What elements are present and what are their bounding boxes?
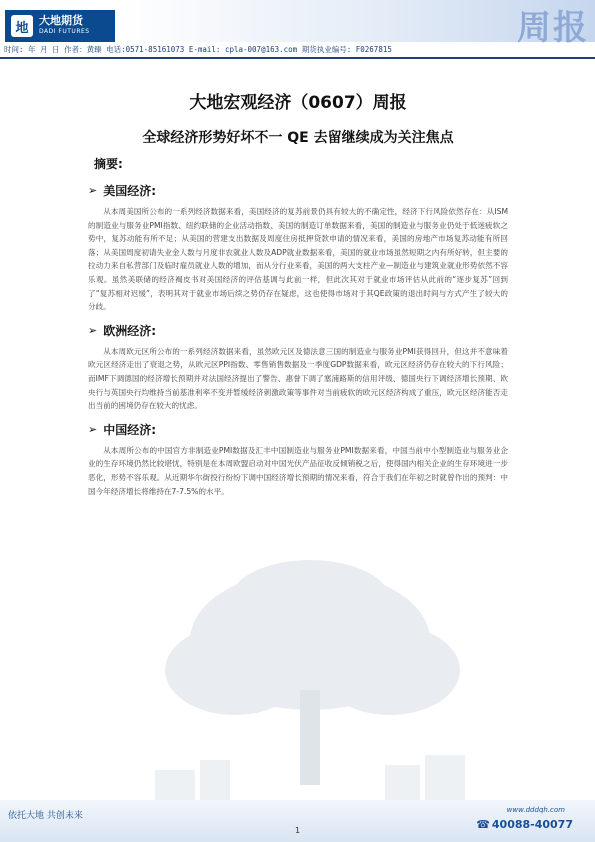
section-us-economy [88,182,508,314]
footer-slogan: 依托大地 共创未来 [8,811,83,821]
section-paragraph: 从本周所公布的中国官方非制造业PMI数据及汇丰中国制造业与服务业PMI数据来看，中国当前中小型制造业与服务业企业的生存环境仍然比较堪忧，特别是在本周欧盟启动对中国光伏产品征收反倾销税之后，使得国内相关企业的生存环境进一步恶化，形势不容乐观。从近期华尔街投行纷纷下调中国经济增长预期的情况来看，符合于我们在年初之时就曾作出的预判：中国今年经济增长将维持在7-7.5%的水平。 [88,445,508,496]
hotline-number: 40088-40077 [491,818,573,831]
phone-icon: ☎ [476,818,490,831]
weekly-report-mark: 周报 [517,8,589,48]
page-number: 1 [295,826,301,835]
page-header [0,0,595,48]
section-heading: 欧洲经济: [103,323,157,338]
section-heading: 中国经济: [103,422,157,437]
section-paragraph: 从本周美国所公布的一系列经济数据来看，美国经济的复苏前景仍具有较大的不确定性，经济下行风险依然存在：从ISM的制造业与服务业PMI指数、纽约联储的企业活动指数、美国的制造订单数据来看，美国的制造业与服务业仍处于低迷疲软之势中，复苏动能有所不足；从美国的营建支出数据及周度住房抵押贷款申请的情况来看，美国的房地产市场复苏动能有所回落；从美国周度初请失业金人数与月度非农就业人数及ADP就业数据来看，美国的就业市场虽然短期之内有所好转，但主要的拉动力来自私营部门及临时雇员就业人数的增加，而从分行业来看，美国的两大支柱产业—制造业与建筑业就业形势依然不容乐观。虽然美联储的经济褐皮书对美国经济的评估基调与此前一样，但此次其对于就业市场评估从此前的“逐步复苏”回到了“复苏相对迟缓”，表明其对于就业市场后续之势仍存在疑虑，这也使得市场对于其QE政策的退出时间与方式产生了较大的分歧。 [88,207,508,312]
section-eu-economy [88,322,508,413]
logo-mark-icon: 地 [11,15,33,37]
footer-hotline [476,818,573,831]
section-paragraph: 从本周欧元区所公布的一系列经济数据来看，虽然欧元区及德法意三国的制造业与服务业PMI获得回升，但这并不意味着欧元区经济走出了衰退之势，从欧元区PPI指数、零售销售数据及一季度GDP数据来看，欧元区经济仍存在较大的下行风险；而IMF下调德国的经济增长预期并对法国经济提出了警告、惠誉下调了塞浦路斯的信用评级、德国央行下调经济增长预期、欧央行与英国央行均维持当前基准利率不变并暂缓经济刺激政策等事件对当前疲软的欧元区经济构成了重压，欧元区经济能否走出当前的困境仍存在较大的忧虑。 [88,346,508,411]
report-title: 大地宏观经济（0607）周报 [189,93,407,113]
chevron-right-icon: ➢ [88,323,98,337]
logo-name-en: DADI FUTURES [39,28,90,35]
footer-website: www.dddqh.com [506,806,565,814]
section-cn-economy [88,421,508,498]
tree-watermark-image [155,560,465,810]
header-divider [0,57,595,59]
logo-name-cn: 大地期货 [39,14,83,27]
report-subtitle: 全球经济形势好坏不一 QE 去留继续成为关注焦点 [142,130,454,146]
section-heading: 美国经济: [103,184,157,198]
header-banner [120,0,595,48]
report-body [88,88,508,506]
abstract-label: 摘要: [94,157,123,171]
company-logo [5,10,115,42]
author-info-line: 时间: 年 月 日 作者：黄臻 电话:0571-85161073 E-mail: cpla-007@163.com 期货执业编号: F0267815 [4,45,392,54]
chevron-right-icon: ➢ [88,422,98,436]
chevron-right-icon: ➢ [88,184,98,197]
